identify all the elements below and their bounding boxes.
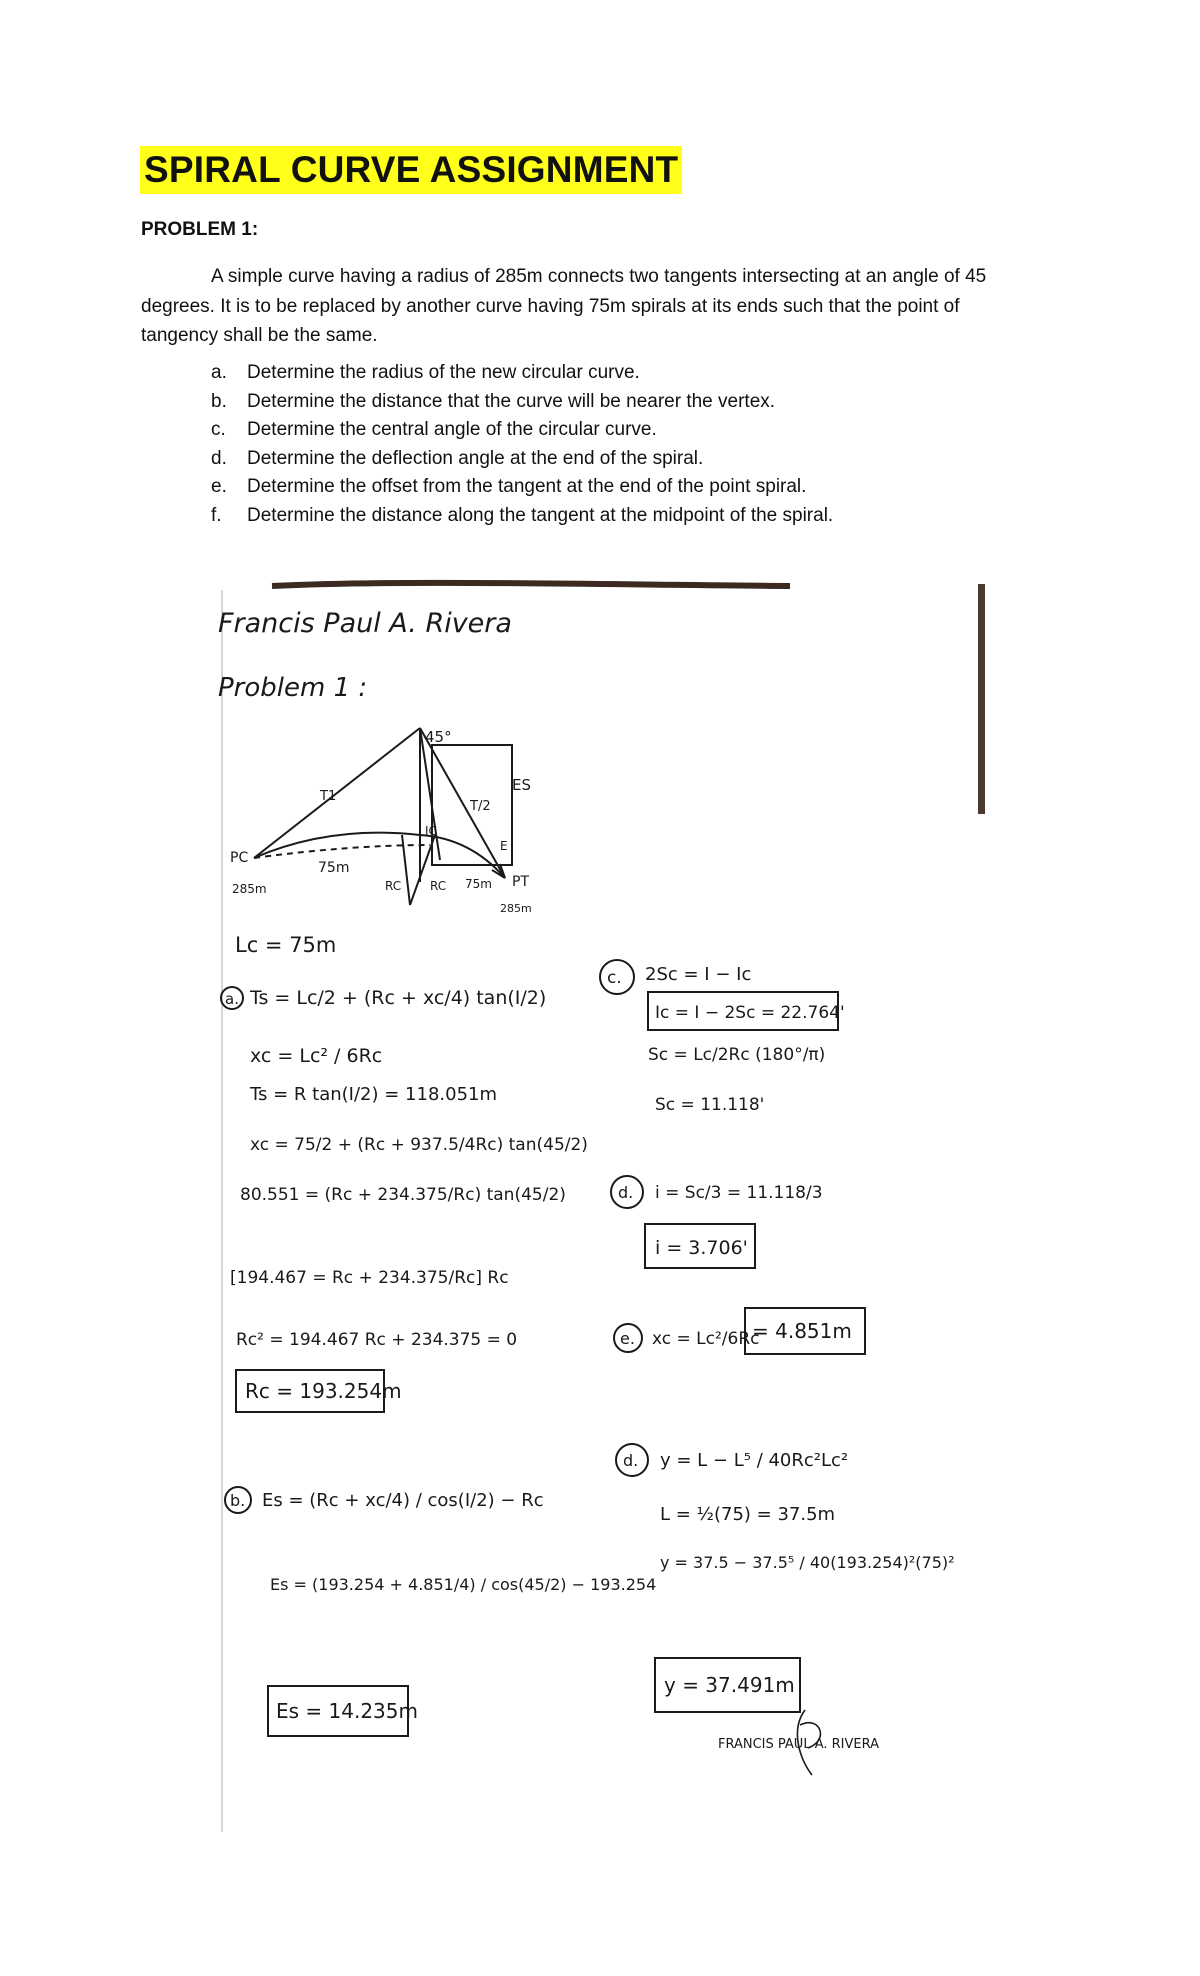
task-letter: d. xyxy=(211,447,227,469)
signature: FRANCIS PAUL A. RIVERA xyxy=(718,1737,879,1752)
diagram-label-285-left: 285m xyxy=(232,882,267,896)
work-line: Es = (Rc + xc/4) / cos(I/2) − Rc xyxy=(262,1490,544,1511)
diagram-label-pt: PT xyxy=(512,874,529,890)
work-line: i = Sc/3 = 11.118/3 xyxy=(655,1183,823,1203)
diagram-label-es: ES xyxy=(512,776,531,794)
work-line: 80.551 = (Rc + 234.375/Rc) tan(45/2) xyxy=(240,1185,566,1205)
work-line: [194.467 = Rc + 234.375/Rc] Rc xyxy=(230,1268,509,1288)
diagram-label-285-right: 285m xyxy=(500,902,532,915)
work-line: y = L − L⁵ / 40Rc²Lc² xyxy=(660,1450,849,1471)
document-title: SPIRAL CURVE ASSIGNMENT xyxy=(140,146,682,194)
work-line: xc = 75/2 + (Rc + 937.5/4Rc) tan(45/2) xyxy=(250,1135,588,1155)
task-letter: a. xyxy=(211,362,227,383)
task-text: Determine the distance that the curve will be nearer the vertex. xyxy=(247,390,776,412)
answer-ic: Ic = I − 2Sc = 22.764' xyxy=(655,1003,845,1023)
task-text: Determine the offset from the tangent at the end of the point spiral. xyxy=(247,476,807,498)
diagram-label-75-right: 75m xyxy=(465,877,492,891)
work-line: Rc² = 194.467 Rc + 234.375 = 0 xyxy=(236,1330,518,1350)
answer-xc: = 4.851m xyxy=(752,1319,852,1343)
work-line: L = ½(75) = 37.5m xyxy=(660,1504,836,1525)
student-name: Francis Paul A. Rivera xyxy=(218,608,512,639)
circular-curve xyxy=(254,833,505,878)
task-text: Determine the deflection angle at the end of the spiral. xyxy=(247,447,704,469)
answer-y: y = 37.491m xyxy=(664,1673,795,1697)
part-marker: b. xyxy=(230,1491,246,1510)
diagram-label-ic: IC xyxy=(425,824,437,838)
diagram-label-75-left: 75m xyxy=(318,860,350,876)
diagram-label-rc-left: RC xyxy=(385,879,402,893)
task-letter: b. xyxy=(211,390,227,412)
work-line: y = 37.5 − 37.5⁵ / 40(193.254)²(75)² xyxy=(660,1553,955,1572)
work-line: Lc = 75m xyxy=(235,933,337,957)
part-marker: e. xyxy=(620,1329,635,1348)
scan-top-edge xyxy=(272,583,790,586)
handwritten-problem-heading: Problem 1 : xyxy=(218,673,368,703)
diagram-label-e: E xyxy=(500,839,508,853)
diagram-label-rc-right: RC xyxy=(430,879,447,893)
work-line: xc = Lc² / 6Rc xyxy=(250,1045,383,1067)
task-letter: e. xyxy=(211,476,227,498)
answer-rc: Rc = 193.254m xyxy=(245,1379,402,1403)
task-text: Determine the distance along the tangent at the midpoint of the spiral. xyxy=(247,504,834,526)
es-line xyxy=(420,728,440,860)
diagram-label-angle: 45° xyxy=(425,728,452,746)
task-letter: f. xyxy=(211,504,222,526)
tangent-line-left xyxy=(254,728,420,858)
answer-es: Es = 14.235m xyxy=(276,1699,418,1723)
work-line: 2Sc = I − Ic xyxy=(645,964,752,985)
diagram-label-t1: T1 xyxy=(320,789,337,804)
left-column-work xyxy=(221,933,656,1736)
part-marker: a. xyxy=(225,990,239,1008)
part-marker: d. xyxy=(623,1451,639,1470)
work-line: Sc = Lc/2Rc (180°/π) xyxy=(648,1045,826,1065)
work-line: Es = (193.254 + 4.851/4) / cos(45/2) − 193.254 xyxy=(270,1575,657,1594)
part-marker: c. xyxy=(607,968,622,988)
work-line: Ts = R tan(I/2) = 118.051m xyxy=(250,1084,498,1105)
diagram-label-t2: T/2 xyxy=(470,799,491,814)
diagram-label-pc: PC xyxy=(230,850,249,866)
task-text: Determine the central angle of the circular curve. xyxy=(247,419,657,441)
task-text: Determine the radius of the new circular curve. xyxy=(247,362,640,383)
work-line: Ts = Lc/2 + (Rc + xc/4) tan(I/2) xyxy=(250,987,547,1009)
right-column-work xyxy=(600,960,955,1775)
scan-right-edge xyxy=(978,584,985,814)
task-letter: c. xyxy=(211,419,226,441)
problem-label: PROBLEM 1: xyxy=(141,219,259,240)
part-marker: d. xyxy=(618,1183,634,1202)
work-line: xc = Lc²/6Rc xyxy=(652,1329,760,1349)
problem-statement-text: A simple curve having a radius of 285m connects two tangents intersecting at an angle of 45 degrees. It is to be replaced by another curve having 75m spirals at its ends such that the point of tangency shall be the same. xyxy=(141,266,987,346)
work-line: Sc = 11.118' xyxy=(655,1095,765,1115)
answer-i: i = 3.706' xyxy=(655,1237,748,1259)
